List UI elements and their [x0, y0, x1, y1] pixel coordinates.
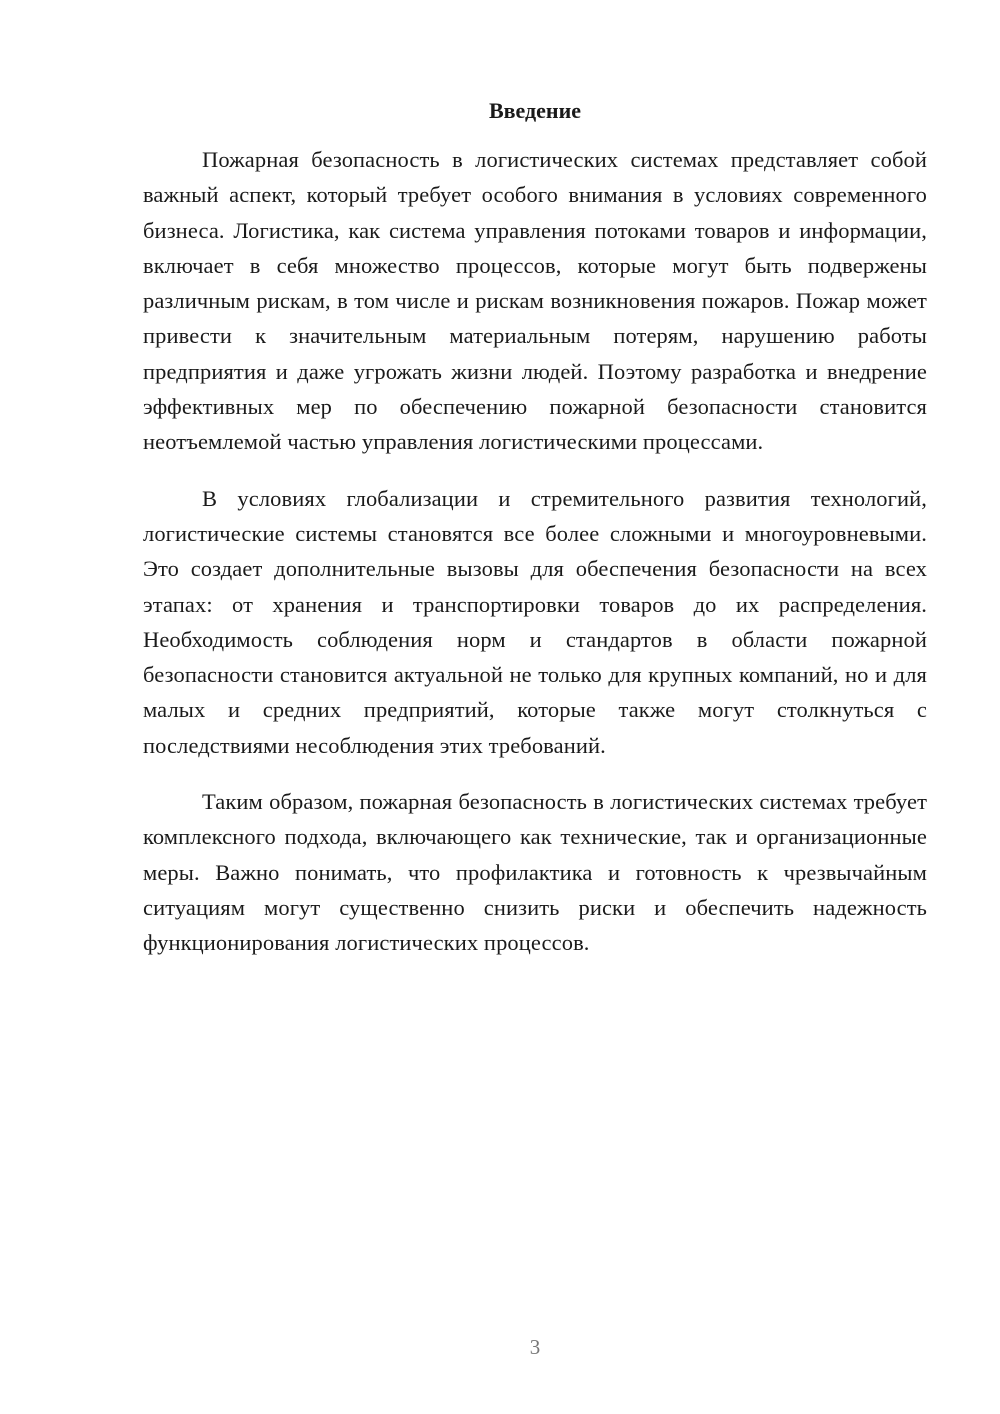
section-title: Введение	[488, 98, 582, 123]
document-body	[143, 142, 927, 982]
page-number: 3	[529, 1335, 541, 1359]
paragraph-2: В условиях глобализации и стремительного развития технологий, логистические системы становятся все более сложными и многоуровневыми. Это создает дополнительные вызовы для обеспечения безопасности на всех этапах: от хранения и транспортировки товаров до их распределения. Необходимость соблюдения норм и стандартов в области пожарной безопасности становится актуальной не только для крупных компаний, но и для малых и средних предприятий, которые также могут столкнуться с последствиями несоблюдения этих требований.	[143, 485, 927, 758]
paragraph-3: Таким образом, пожарная безопасность в логистических системах требует комплексного подхода, включающего как технические, так и организационные меры. Важно понимать, что профилактика и готовность к чрезвычайным ситуациям могут существенно снизить риски и обеспечить надежность функционирования логистических процессов.	[143, 789, 927, 956]
paragraph-1: Пожарная безопасность в логистических системах представляет собой важный аспект, который требует особого внимания в условиях современного бизнеса. Логистика, как система управления потоками товаров и информации, включает в себя множество процессов, которые могут быть подвержены различным рискам, в том числе и рискам возникновения пожаров. Пожар может привести к значительным материальным потерям, нарушению работы предприятия и даже угрожать жизни людей. Поэтому разработка и внедрение эффективных мер по обеспечению пожарной безопасности становится неотъемлемой частью управления логистическими процессами.	[143, 147, 927, 455]
